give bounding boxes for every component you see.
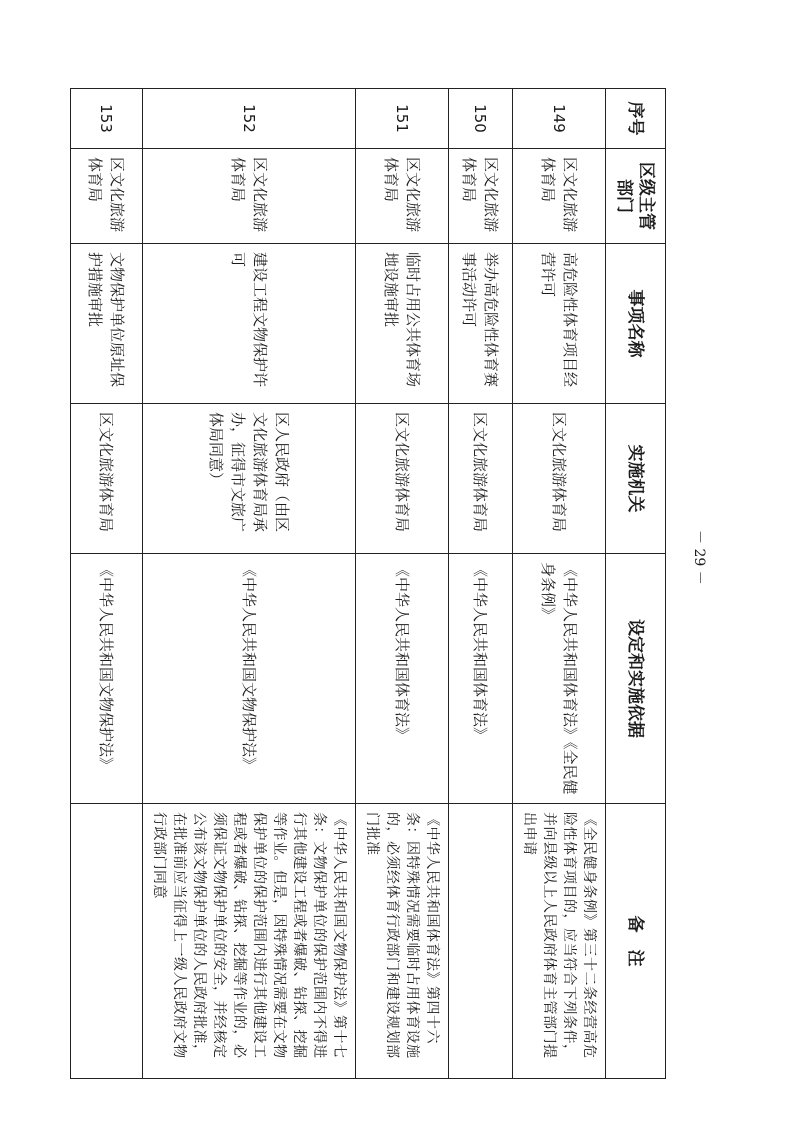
cell-org: 区文化旅游体育局	[513, 404, 606, 554]
cell-note: 《中华人民共和国体育法》第四十六条：因特殊情况需要临时占用体育设施的，必须经体育行政部门和建设规划部门批准	[356, 804, 449, 1079]
table-row	[143, 89, 356, 1079]
table-header-row	[606, 89, 666, 1079]
cell-org: 区文化旅游体育局	[356, 404, 449, 554]
cell-org: 区文化旅游体育局	[71, 404, 143, 554]
header-item: 事项名称	[606, 244, 666, 404]
cell-seq: 152	[143, 89, 356, 149]
cell-item: 举办高危险性体育赛事活动许可	[449, 244, 513, 404]
cell-seq: 153	[71, 89, 143, 149]
cell-note	[71, 804, 143, 1079]
cell-note: 《中华人民共和国文物保护法》第十七条：文物保护单位的保护范围内不得进行其他建设工程或者爆破、钻探、挖掘等作业。但是，因特殊情况需要在文物保护单位的保护范围内进行其他建设工程或者爆破、钻探、挖掘等作业的，必须保证文物保护单位的安全，并经核定公布该文物保护单位的人民政府批准，在批准前应当征得上一级人民政府文物行政部门同意	[143, 804, 356, 1079]
approval-items-table	[70, 88, 666, 1079]
cell-item: 临时占用公共体育场地设施审批	[356, 244, 449, 404]
header-seq: 序号	[606, 89, 666, 149]
cell-item: 文物保护单位原址保护措施审批	[71, 244, 143, 404]
cell-basis: 《中华人民共和国体育法》	[449, 554, 513, 804]
header-note: 备 注	[606, 804, 666, 1079]
cell-basis: 《中华人民共和国体育法》	[356, 554, 449, 804]
page-number: － 29 －	[691, 530, 707, 585]
header-org: 实施机关	[606, 404, 666, 554]
cell-basis: 《中华人民共和国体育法》《全民健身条例》	[513, 554, 606, 804]
cell-seq: 150	[449, 89, 513, 149]
table-row	[513, 89, 606, 1079]
cell-note	[449, 804, 513, 1079]
header-dept: 区级主管部门	[606, 149, 666, 244]
table-row	[71, 89, 143, 1079]
rotated-table-container	[86, 88, 666, 1078]
table-row	[449, 89, 513, 1079]
header-basis: 设定和实施依据	[606, 554, 666, 804]
cell-org: 区文化旅游体育局	[449, 404, 513, 554]
cell-org: 区人民政府（由区文化旅游体育局承办，征得市文旅广体局同意）	[143, 404, 356, 554]
cell-note: 《全民健身条例》第三十二条经营高危险性体育项目的，应当符合下列条件，并向县级以上人民政府体育主管部门提出申请	[513, 804, 606, 1079]
cell-dept: 区文化旅游体育局	[71, 149, 143, 244]
cell-basis: 《中华人民共和国文物保护法》	[143, 554, 356, 804]
cell-seq: 151	[356, 89, 449, 149]
table-row	[356, 89, 449, 1079]
cell-seq: 149	[513, 89, 606, 149]
cell-item: 高危险性体育项目经营许可	[513, 244, 606, 404]
cell-dept: 区文化旅游体育局	[513, 149, 606, 244]
cell-basis: 《中华人民共和国文物保护法》	[71, 554, 143, 804]
cell-dept: 区文化旅游体育局	[356, 149, 449, 244]
cell-item: 建设工程文物保护许可	[143, 244, 356, 404]
cell-dept: 区文化旅游体育局	[449, 149, 513, 244]
cell-dept: 区文化旅游体育局	[143, 149, 356, 244]
